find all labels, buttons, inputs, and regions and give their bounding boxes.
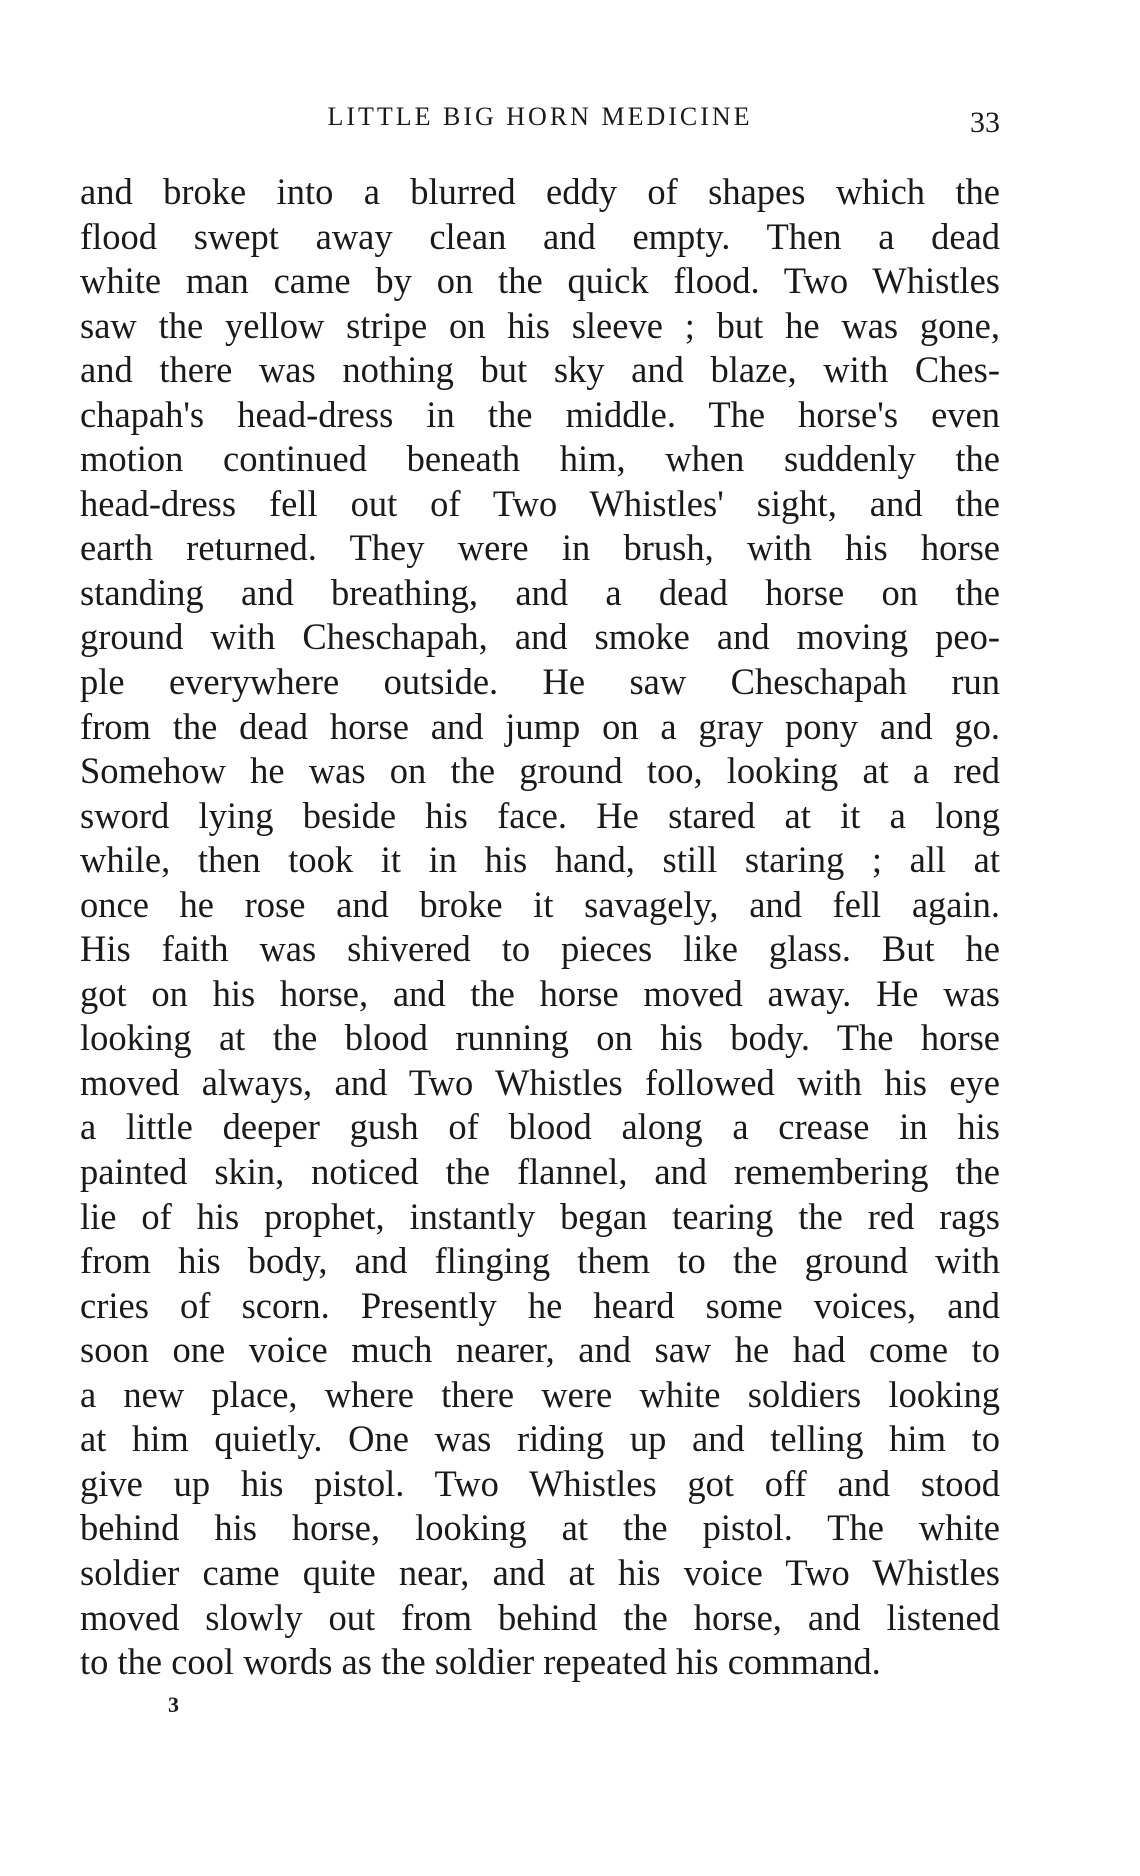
text-line: from his body, and flinging them to the ground with — [80, 1240, 1000, 1282]
text-line: give up his pistol. Two Whistles got off and stood — [80, 1462, 1000, 1504]
text-line: saw the yellow stripe on his sleeve ; but he was gone, — [80, 304, 1000, 346]
text-line: at him quietly. One was riding up and telling him to — [80, 1418, 1000, 1460]
running-title: LITTLE BIG HORN MEDICINE — [327, 102, 753, 131]
page-number: 33 — [970, 106, 1000, 139]
text-line: ground with Cheschapah, and smoke and moving peo- — [80, 616, 1000, 658]
text-line: from the dead horse and jump on a gray pony and go. — [80, 705, 1000, 747]
text-line: standing and breathing, and a dead horse on the — [80, 571, 1000, 613]
text-line: ple everywhere outside. He saw Cheschapah run — [80, 661, 1000, 703]
text-line: head-dress fell out of Two Whistles' sight, and the — [80, 482, 1000, 524]
text-line: and broke into a blurred eddy of shapes which the — [80, 171, 1000, 212]
text-line: lie of his prophet, instantly began tearing the red rags — [80, 1195, 1000, 1237]
text-line: motion continued beneath him, when suddenly the — [80, 438, 1000, 480]
text-line: moved slowly out from behind the horse, and listened — [80, 1596, 1000, 1638]
text-line: while, then took it in his hand, still staring ; all at — [80, 839, 1000, 881]
text-line: white man came by on the quick flood. Two Whistles — [80, 260, 1000, 302]
body-paragraph — [80, 170, 1000, 1685]
text-line: got on his horse, and the horse moved away. He was — [80, 972, 1000, 1014]
text-line: and there was nothing but sky and blaze, with Ches- — [80, 349, 1000, 391]
text-line: earth returned. They were in brush, with his horse — [80, 527, 1000, 569]
text-line: cries of scorn. Presently he heard some voices, and — [80, 1284, 1000, 1326]
text-line: soldier came quite near, and at his voice Two Whistles — [80, 1551, 1000, 1593]
text-line: behind his horse, looking at the pistol. The white — [80, 1507, 1000, 1549]
text-line: moved always, and Two Whistles followed with his eye — [80, 1061, 1000, 1103]
text-line: sword lying beside his face. He stared at it a long — [80, 794, 1000, 836]
text-line: painted skin, noticed the flannel, and remembering the — [80, 1151, 1000, 1193]
running-head — [80, 100, 1000, 140]
signature-mark: 3 — [168, 1692, 179, 1717]
text-line: soon one voice much nearer, and saw he had come to — [80, 1329, 1000, 1371]
text-line: a little deeper gush of blood along a crease in his — [80, 1106, 1000, 1148]
text-line: Somehow he was on the ground too, looking at a red — [80, 750, 1000, 792]
text-line: once he rose and broke it savagely, and fell again. — [80, 883, 1000, 925]
text-line: His faith was shivered to pieces like glass. But he — [80, 928, 1000, 970]
text-line: a new place, where there were white soldiers looking — [80, 1373, 1000, 1415]
text-line: chapah's head-dress in the middle. The horse's even — [80, 393, 1000, 435]
text-line: looking at the blood running on his body. The horse — [80, 1017, 1000, 1059]
text-line: to the cool words as the soldier repeated his command. — [80, 1641, 881, 1683]
text-line: flood swept away clean and empty. Then a dead — [80, 215, 1000, 257]
